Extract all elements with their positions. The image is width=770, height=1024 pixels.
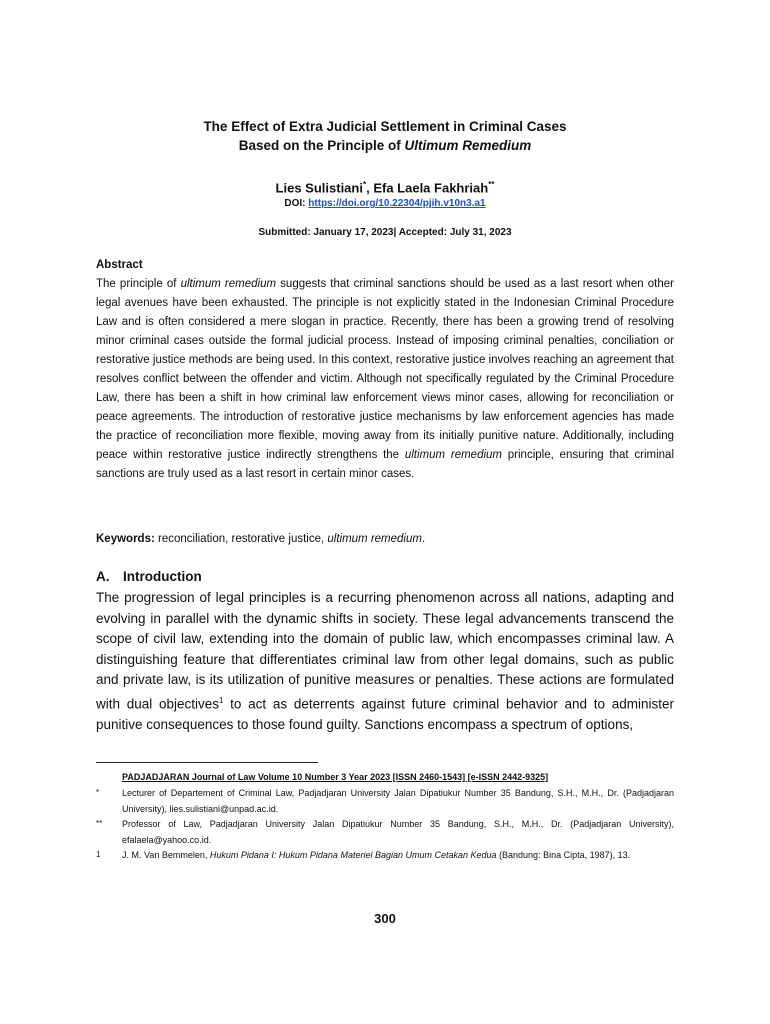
footnote-2-text: Professor of Law, Padjadjaran University Jalan Dipatiukur Number 35 Bandung, S.H., M.H., Dr. (Padjadjaran University), efalaela@yahoo.co.id. xyxy=(122,819,674,845)
footnote-2-mark: ** xyxy=(96,819,103,828)
footnote-1 xyxy=(96,786,674,817)
footnote-1-mark: * xyxy=(96,788,100,797)
keywords-line xyxy=(96,531,674,547)
journal-info: PADJADJARAN Journal of Law Volume 10 Number 3 Year 2023 [ISSN 2460-1543] [e-ISSN 2442-9325] xyxy=(122,772,549,782)
doi-label: DOI: xyxy=(284,198,309,209)
abstract-part-3: principle, ensuring that criminal sanctions are truly used as a last resort in certain minor cases. xyxy=(96,449,674,480)
introduction-paragraph xyxy=(96,588,674,736)
footnote-3-book-title: Hukum Pidana I: Hukum Pidana Materiel Bagian Umum Cetakan Kedua xyxy=(209,850,497,860)
intro-text-2: to act as deterrents against future criminal behavior and to administer punitive consequences to those found guilty. Sanctions encompass a spectrum of options, xyxy=(96,696,674,733)
author-2-mark: ** xyxy=(488,180,495,189)
footnote-ref-1[interactable]: 1 xyxy=(219,695,224,705)
doi-line xyxy=(96,197,674,211)
abstract-part-1: The principle of xyxy=(96,278,181,290)
keywords-text: reconciliation, restorative justice, xyxy=(154,533,328,545)
keywords-end: . xyxy=(421,533,426,545)
abstract-italic-2: ultimum remedium xyxy=(404,449,502,461)
section-heading xyxy=(96,567,202,586)
submission-dates: Submitted: January 17, 2023| Accepted: July 31, 2023 xyxy=(258,227,512,238)
footnote-1-text: Lecturer of Departement of Criminal Law, Padjadjaran University Jalan Dipatiukur Number 35 Bandung, S.H., M.H., Dr. (Padjadjaran University), lies.sulistiani@unpad.ac.id. xyxy=(122,788,674,814)
author-list xyxy=(96,176,674,197)
intro-text-1: The progression of legal principles is a recurring phenomenon across all nations, adapting and evolving in parallel with the dynamic shifts in society. These legal advancements transcend the scope of civil law, extending into the domain of public law, which encompasses criminal law. A distinguishing feature that differentiates criminal law from other legal domains, such as public and private law, is its utilization of punitive measures or penalties. These actions are formulated with dual objectives xyxy=(96,590,674,712)
section-number: A. xyxy=(96,569,110,584)
keywords-italic: ultimum remedium xyxy=(327,533,422,545)
footnote-3-text xyxy=(122,848,674,864)
title-line-2-italic: Ultimum Remedium xyxy=(404,138,532,153)
footnote-2 xyxy=(96,817,674,848)
footnote-divider xyxy=(96,762,318,763)
footnote-3-publication: (Bandung: Bina Cipta, 1987), 13. xyxy=(496,850,631,860)
abstract-heading: Abstract xyxy=(96,259,143,271)
author-separator: , xyxy=(366,180,374,196)
paper-title xyxy=(96,117,674,155)
author-1-mark: * xyxy=(362,180,367,189)
author-2: Efa Laela Fakhriah xyxy=(373,180,489,196)
title-line-2-prefix: Based on the Principle of xyxy=(238,138,405,153)
page-number: 300 xyxy=(374,911,396,926)
abstract-text xyxy=(96,275,674,484)
doi-link[interactable]: https://doi.org/10.22304/pjih.v10n3.a1 xyxy=(308,198,486,209)
footnote-3 xyxy=(96,848,674,864)
abstract-part-2: suggests that criminal sanctions should be used as a last resort when other legal avenues have been exhausted. The principle is not explicitly stated in the Indonesian Criminal Procedure Law and is often considered a mere slogan in practice. Recently, there has been a growing trend of resolving minor criminal cases outside the formal judicial process. Instead of imposing criminal penalties, conciliation or restorative justice methods are being used. In this context, restorative justice involves reaching an agreement that resolves conflict between the offender and victim. Although not specifically regulated by the Criminal Procedure Law, there has been a shift in how criminal law enforcement views minor cases, allowing for reconciliation or peace agreements. The introduction of restorative justice mechanisms by law enforcement agencies has made the practice of reconciliation more flexible, moving away from its initially punitive nature. Additionally, including peace within restorative justice indirectly strengthens the xyxy=(96,278,675,461)
footnote-3-author: J. M. Van Bemmelen, xyxy=(122,850,210,860)
section-title: Introduction xyxy=(123,569,202,584)
title-line-1: The Effect of Extra Judicial Settlement in Criminal Cases xyxy=(203,119,567,134)
keywords-label: Keywords: xyxy=(96,533,155,545)
abstract-italic-1: ultimum remedium xyxy=(180,278,277,290)
title-line-2 xyxy=(96,136,674,155)
author-1: Lies Sulistiani xyxy=(275,180,363,196)
footnote-3-mark: 1 xyxy=(96,850,101,859)
